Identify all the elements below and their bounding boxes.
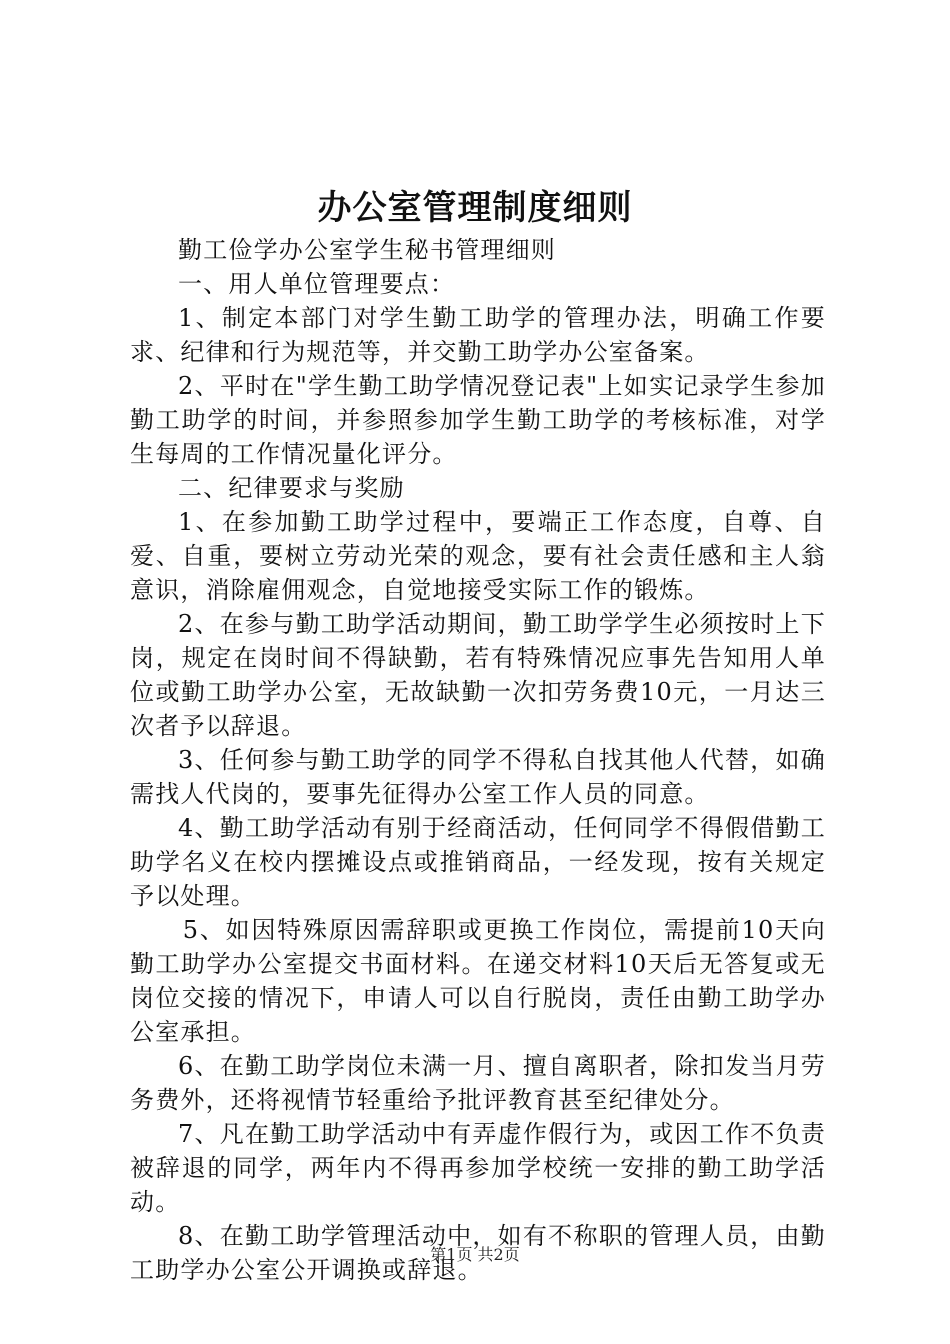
paragraph: 7、凡在勤工助学活动中有弄虚作假行为，或因工作不负责被辞退的同学，两年内不得再参加学校统一安排的勤工助学活动。 xyxy=(130,1120,826,1216)
paragraph: 2、在参与勤工助学活动期间，勤工助学学生必须按时上下岗，规定在岗时间不得缺勤，若有特殊情况应事先告知用人单位或勤工助学办公室，无故缺勤一次扣劳务费10元，一月达三次者予以辞退。 xyxy=(130,610,826,740)
paragraph: 3、任何参与勤工助学的同学不得私自找其他人代替，如确需找人代岗的，要事先征得办公室工作人员的同意。 xyxy=(130,746,826,808)
paragraph: 8、在勤工助学管理活动中，如有不称职的管理人员，由勤工助学办公室公开调换或辞退。 xyxy=(130,1222,826,1284)
document-body xyxy=(130,233,826,1287)
paragraph: 2、平时在"学生勤工助学情况登记表"上如实记录学生参加勤工助学的时间，并参照参加学生勤工助学的考核标准，对学生每周的工作情况量化评分。 xyxy=(130,372,826,468)
page-title: 办公室管理制度细则 xyxy=(317,188,633,228)
paragraph: 6、在勤工助学岗位未满一月、擅自离职者，除扣发当月劳务费外，还将视情节轻重给予批评教育甚至纪律处分。 xyxy=(130,1052,826,1114)
page-number-footer: 第1页 共2页 xyxy=(430,1245,520,1264)
paragraph: 5、如因特殊原因需辞职或更换工作岗位，需提前10天向勤工助学办公室提交书面材料。在递交材料10天后无答复或无岗位交接的情况下，申请人可以自行脱岗，责任由勤工助学办公室承担。 xyxy=(130,916,826,1046)
paragraph: 1、在参加勤工助学过程中，要端正工作态度，自尊、自爱、自重，要树立劳动光荣的观念，要有社会责任感和主人翁意识，消除雇佣观念，自觉地接受实际工作的锻炼。 xyxy=(130,508,826,604)
paragraph: 4、勤工助学活动有别于经商活动，任何同学不得假借勤工助学名义在校内摆摊设点或推销商品，一经发现，按有关规定予以处理。 xyxy=(130,814,826,910)
paragraph: 1、制定本部门对学生勤工助学的管理办法，明确工作要求、纪律和行为规范等，并交勤工助学办公室备案。 xyxy=(130,304,826,366)
paragraph: 二、纪律要求与奖励 xyxy=(178,474,405,502)
paragraph: 勤工俭学办公室学生秘书管理细则 xyxy=(178,236,556,264)
paragraph: 一、用人单位管理要点： xyxy=(178,270,456,298)
